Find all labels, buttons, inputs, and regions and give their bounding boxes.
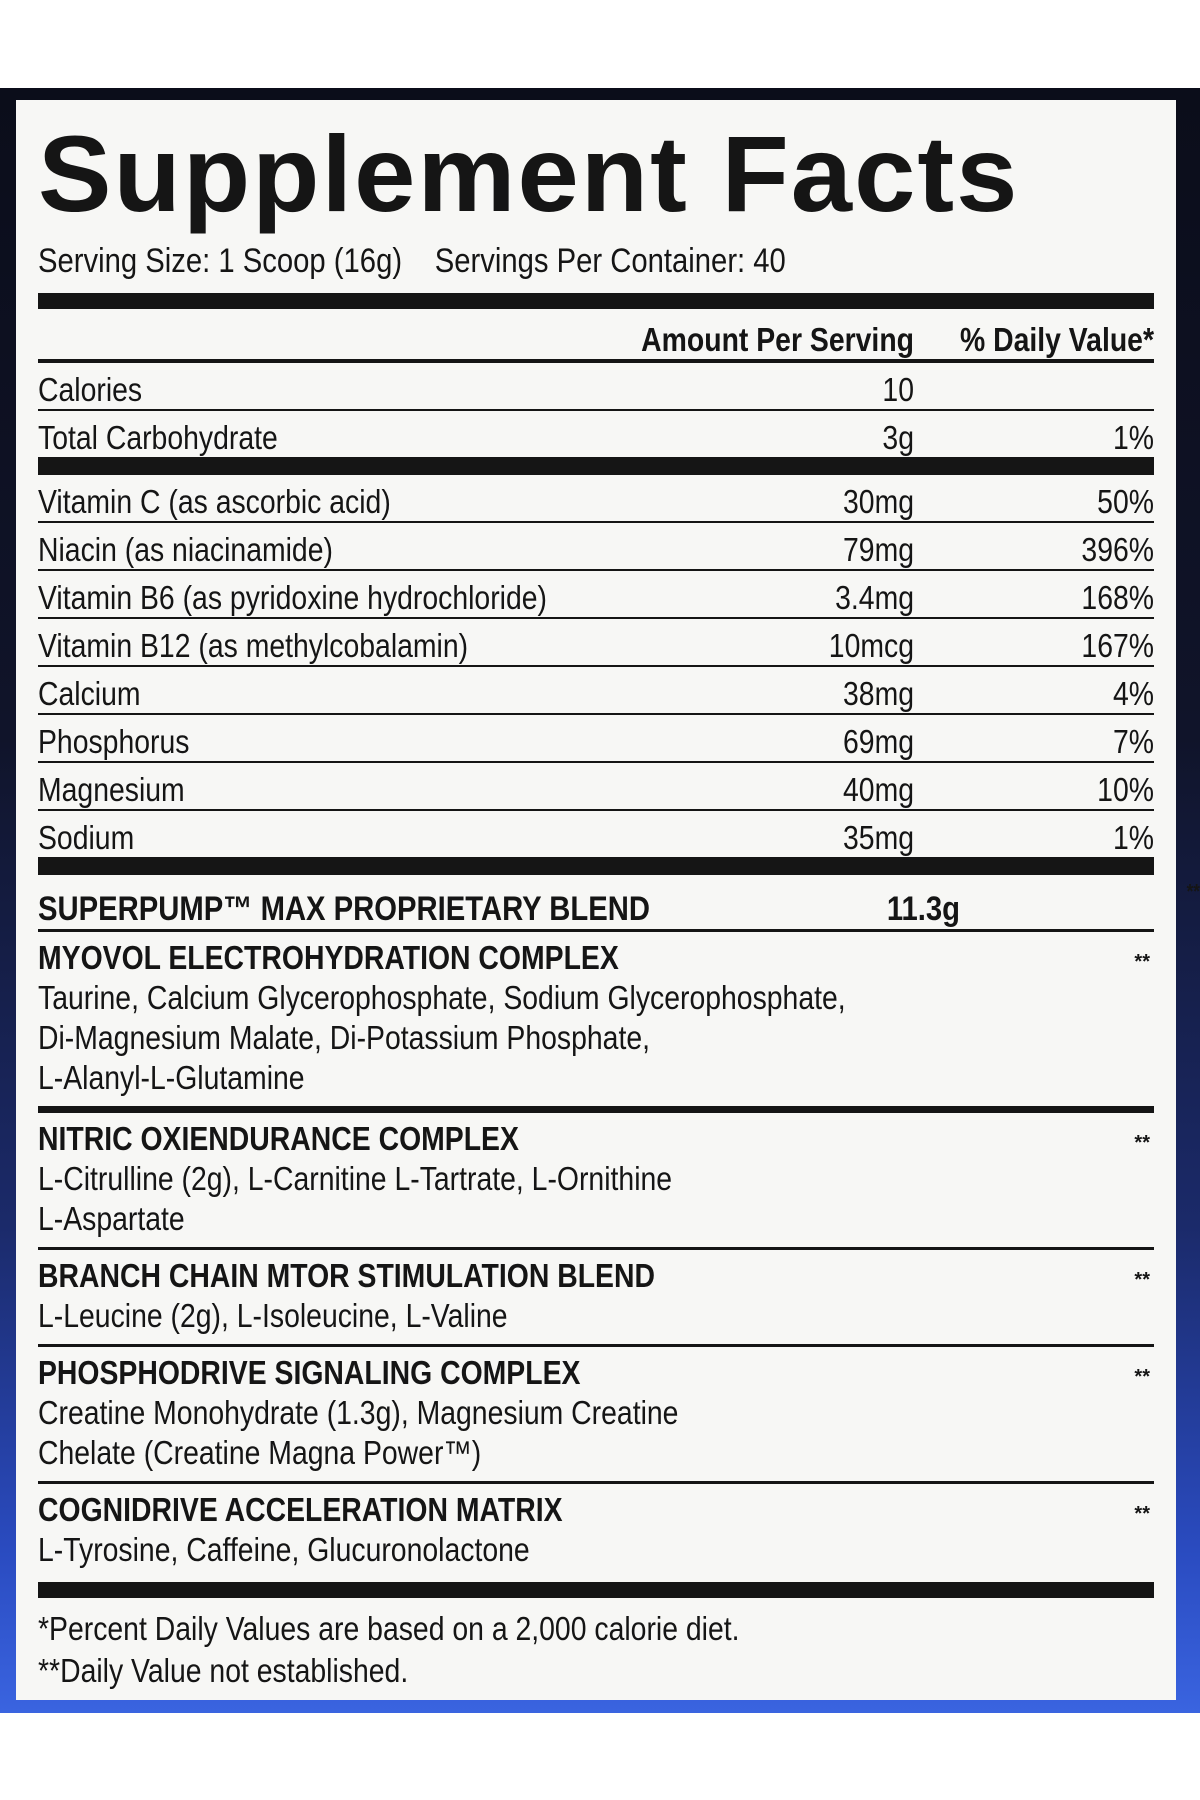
column-header-row	[38, 309, 1154, 363]
complex-name: BRANCH CHAIN MTOR STIMULATION BLEND	[38, 1257, 655, 1294]
nutrient-amount: 35mg	[842, 819, 914, 856]
nutrient-amount: 3g	[882, 419, 914, 456]
nutrient-dv: 50%	[1097, 483, 1154, 520]
complex-ingredients: Di-Magnesium Malate, Di-Potassium Phosphate,	[38, 1019, 651, 1056]
nutrient-row	[38, 475, 1154, 523]
nutrient-name: Calcium	[38, 675, 141, 712]
nutrient-row	[38, 411, 1154, 457]
nutrient-dv: 168%	[1081, 579, 1154, 616]
amount-per-serving-header: Amount Per Serving	[641, 321, 914, 358]
nutrient-name: Vitamin C (as ascorbic acid)	[38, 483, 391, 520]
complex-ingredients: Creatine Monohydrate (1.3g), Magnesium Creatine	[38, 1394, 679, 1431]
complex-ingredients: Taurine, Calcium Glycerophosphate, Sodium Glycerophosphate,	[38, 979, 846, 1016]
complex-name: PHOSPHODRIVE SIGNALING COMPLEX	[38, 1354, 581, 1391]
serving-info	[38, 242, 998, 281]
divider-thick	[38, 293, 1154, 309]
nutrient-dv: 167%	[1081, 627, 1154, 664]
divider-heavy	[38, 1582, 1154, 1598]
nutrient-dv: 1%	[1112, 819, 1154, 856]
nutrient-amount: 40mg	[842, 771, 914, 808]
nutrient-name: Sodium	[38, 819, 135, 856]
nutrient-amount: 10	[882, 371, 914, 408]
nutrient-dv: 396%	[1081, 531, 1154, 568]
nutrient-amount: 10mcg	[828, 627, 914, 664]
nutrient-amount: 69mg	[842, 723, 914, 760]
complex-name: NITRIC OXIENDURANCE COMPLEX	[38, 1120, 519, 1157]
nutrient-amount: 30mg	[842, 483, 914, 520]
dv-not-established-stars: **	[1134, 1366, 1150, 1388]
nutrient-dv: 10%	[1097, 771, 1154, 808]
divider-heavy	[38, 857, 1154, 875]
nutrient-amount: 38mg	[842, 675, 914, 712]
complex-block	[38, 1113, 1154, 1247]
proprietary-blend-row	[38, 875, 1200, 932]
complex-ingredients: L-Citrulline (2g), L-Carnitine L-Tartrate, L-Ornithine	[38, 1160, 673, 1197]
nutrient-name: Vitamin B12 (as methylcobalamin)	[38, 627, 469, 664]
supplement-facts-panel	[16, 100, 1200, 1700]
nutrient-row	[38, 715, 1154, 763]
complex-ingredients: L-Tyrosine, Caffeine, Glucuronolactone	[38, 1531, 530, 1568]
nutrient-name: Vitamin B6 (as pyridoxine hydrochloride)	[38, 579, 547, 616]
nutrient-row	[38, 619, 1154, 667]
nutrient-amount: 79mg	[842, 531, 914, 568]
nutrient-dv: 1%	[1112, 419, 1154, 456]
calorie-rows	[38, 363, 1154, 457]
complex-ingredients: L-Alanyl-L-Glutamine	[38, 1059, 305, 1096]
nutrient-row	[38, 571, 1154, 619]
footnote-not-established: **Daily Value not established.	[38, 1652, 409, 1689]
footnotes	[38, 1608, 1154, 1692]
dv-not-established-stars: **	[1134, 1503, 1150, 1525]
nutrient-row	[38, 763, 1154, 811]
vitamin-rows	[38, 475, 1154, 857]
nutrient-name: Magnesium	[38, 771, 185, 808]
nutrient-name: Calories	[38, 371, 143, 408]
nutrient-amount: 3.4mg	[835, 579, 914, 616]
nutrient-row	[38, 667, 1154, 715]
dv-not-established-stars: **	[1134, 1132, 1150, 1154]
footnote-daily-values: *Percent Daily Values are based on a 2,000 calorie diet.	[38, 1610, 740, 1647]
bottom-margin	[0, 1713, 1200, 1800]
complex-name: COGNIDRIVE ACCELERATION MATRIX	[38, 1491, 563, 1528]
blend-dv-stars: **	[1186, 881, 1200, 903]
serving-size: Serving Size: 1 Scoop (16g)	[38, 242, 403, 280]
nutrient-name: Niacin (as niacinamide)	[38, 531, 333, 568]
panel-title: Supplement Facts	[38, 113, 1020, 234]
nutrient-dv: 4%	[1112, 675, 1154, 712]
divider-mid	[38, 1106, 1154, 1113]
dv-not-established-stars: **	[1134, 951, 1150, 973]
nutrient-name: Phosphorus	[38, 723, 190, 760]
blend-amount: 11.3g	[886, 890, 960, 928]
divider-heavy	[38, 457, 1154, 475]
complex-ingredients: L-Leucine (2g), L-Isoleucine, L-Valine	[38, 1297, 508, 1334]
nutrient-row	[38, 523, 1154, 571]
blend-name: SUPERPUMP™ MAX PROPRIETARY BLEND	[38, 890, 650, 928]
nutrient-row	[38, 811, 1154, 857]
complex-block	[38, 1347, 1154, 1481]
dv-not-established-stars: **	[1134, 1269, 1150, 1291]
complex-ingredients: L-Aspartate	[38, 1200, 185, 1237]
complex-block	[38, 1250, 1154, 1344]
nutrient-name: Total Carbohydrate	[38, 419, 278, 456]
complex-block	[38, 1484, 1154, 1578]
complex-name: MYOVOL ELECTROHYDRATION COMPLEX	[38, 939, 619, 976]
nutrient-dv: 7%	[1112, 723, 1154, 760]
servings-per-container: Servings Per Container: 40	[434, 242, 786, 280]
complex-block	[38, 932, 1154, 1106]
nutrient-row	[38, 363, 1154, 411]
daily-value-header: % Daily Value*	[959, 321, 1154, 358]
complex-ingredients: Chelate (Creatine Magna Power™)	[38, 1434, 482, 1471]
